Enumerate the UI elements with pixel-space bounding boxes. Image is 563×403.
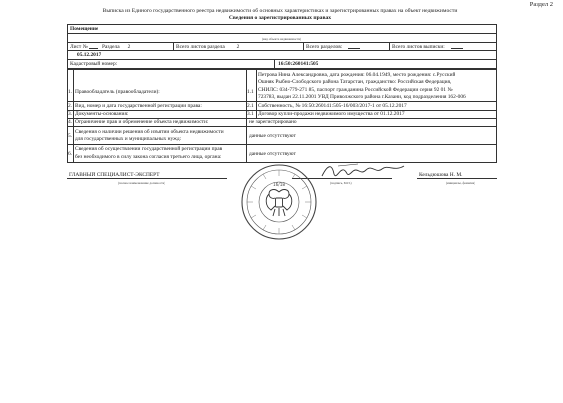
signer-name: Кельдюшова Н. М. <box>419 172 463 178</box>
svg-text:16/18: 16/18 <box>272 182 286 187</box>
handwritten-signature <box>318 160 408 182</box>
row-2-value: Собственность, № 16:50:260141:505-16/003/2017-1 от 05.12.2017 <box>258 103 407 109</box>
total-extract-sheets-label: Всего листов выписки: <box>392 44 445 50</box>
total-sections-blank <box>348 44 360 49</box>
row-6-number: 6. <box>68 151 73 157</box>
row-5-label-line-2: для государственных и муниципальных нужд: <box>75 136 182 142</box>
row-1-value-line-4: 723783, выдан 22.11.2001 УВД Приволжского района г.Казани, код подразделения 162-006 <box>258 94 466 100</box>
row-3-value: Договор купли-продажи недвижимого имущества от 01.12.2017 <box>258 111 405 117</box>
section-number: Раздел 2 <box>529 1 553 8</box>
row-2-label: Вид, номер и дата государственной регистрации права: <box>75 103 202 109</box>
document-title: Выписка из Единого государственного реестра недвижимости об основных характеристиках и зарегистрированных правах на объект недвижимости <box>102 8 458 14</box>
total-sections-label: Всего разделов: <box>306 44 343 50</box>
total-section-sheets-label: Всего листов раздела <box>176 44 225 50</box>
signer-position-caption: (полное наименование должности) <box>118 181 166 185</box>
row-3-label: Документы-основания: <box>75 111 129 117</box>
row-1-value-line-2: Ошняк Рыбно-Слободского района Татарстан, гражданство: Российская Федерация, <box>258 79 452 85</box>
row-6-value: данные отсутствуют <box>249 151 296 157</box>
row-5-number: 5. <box>68 133 73 139</box>
row-3-number: 3. <box>68 111 73 117</box>
row-6-label-line-1: Сведения об осуществлении государственной регистрации прав <box>75 146 223 152</box>
sheet-number-label: Лист № <box>70 44 88 50</box>
cadastral-number-label: Кадастровый номер: <box>70 61 118 67</box>
object-type: Помещение <box>70 26 99 32</box>
sheet-number-blank <box>89 44 98 49</box>
signer-name-caption: (инициалы, фамилия) <box>446 181 476 185</box>
signature-caption: (подпись, М.П.) <box>330 181 352 185</box>
document-subtitle: Сведения о зарегистрированных правах <box>228 15 332 21</box>
row-2-number: 2. <box>68 103 73 109</box>
row-2-sub-number: 2.1 <box>247 103 254 109</box>
row-1-label: Правообладатель (правообладатели): <box>75 89 160 95</box>
row-4-label: Ограничение прав и обременение объекта недвижимости: <box>75 119 209 125</box>
row-1-value-line-3: СНИЛС: 034-779-271 85, паспорт гражданина Российской Федерации серия 92 01 № <box>258 87 453 93</box>
row-4-value: не зарегистрировано <box>249 119 297 125</box>
row-1-number: 1. <box>68 89 73 95</box>
row-5-label-line-1: Сведения о наличии решения об изъятии объекта недвижимости <box>75 129 224 135</box>
extract-date: 05.12.2017 <box>77 52 102 58</box>
row-5-value: данные отсутствуют <box>249 133 296 139</box>
cadastral-number-value: 16:50:260141:505 <box>278 61 319 67</box>
total-section-sheets-value: 2 <box>233 44 243 51</box>
row-1-value-line-1: Петрова Нина Александровна, дата рождения: 06.04.1949, место рождения: с.Русский <box>258 72 456 78</box>
signer-position: ГЛАВНЫЙ СПЕЦИАЛИСТ-ЭКСПЕРТ <box>69 172 160 178</box>
row-4-number: 4. <box>68 119 73 125</box>
total-extract-sheets-blank <box>451 44 463 49</box>
section-value: 2 <box>124 44 134 51</box>
official-seal-icon <box>239 162 319 242</box>
section-label: Раздела <box>102 44 120 50</box>
object-type-caption: (вид объекта недвижимости) <box>262 37 302 41</box>
row-6-label-line-2: без необходимого в силу закона согласия третьего лица, органа: <box>75 154 222 160</box>
row-3-sub-number: 3.1 <box>247 111 254 117</box>
row-1-sub-number: 1.1 <box>247 89 254 95</box>
